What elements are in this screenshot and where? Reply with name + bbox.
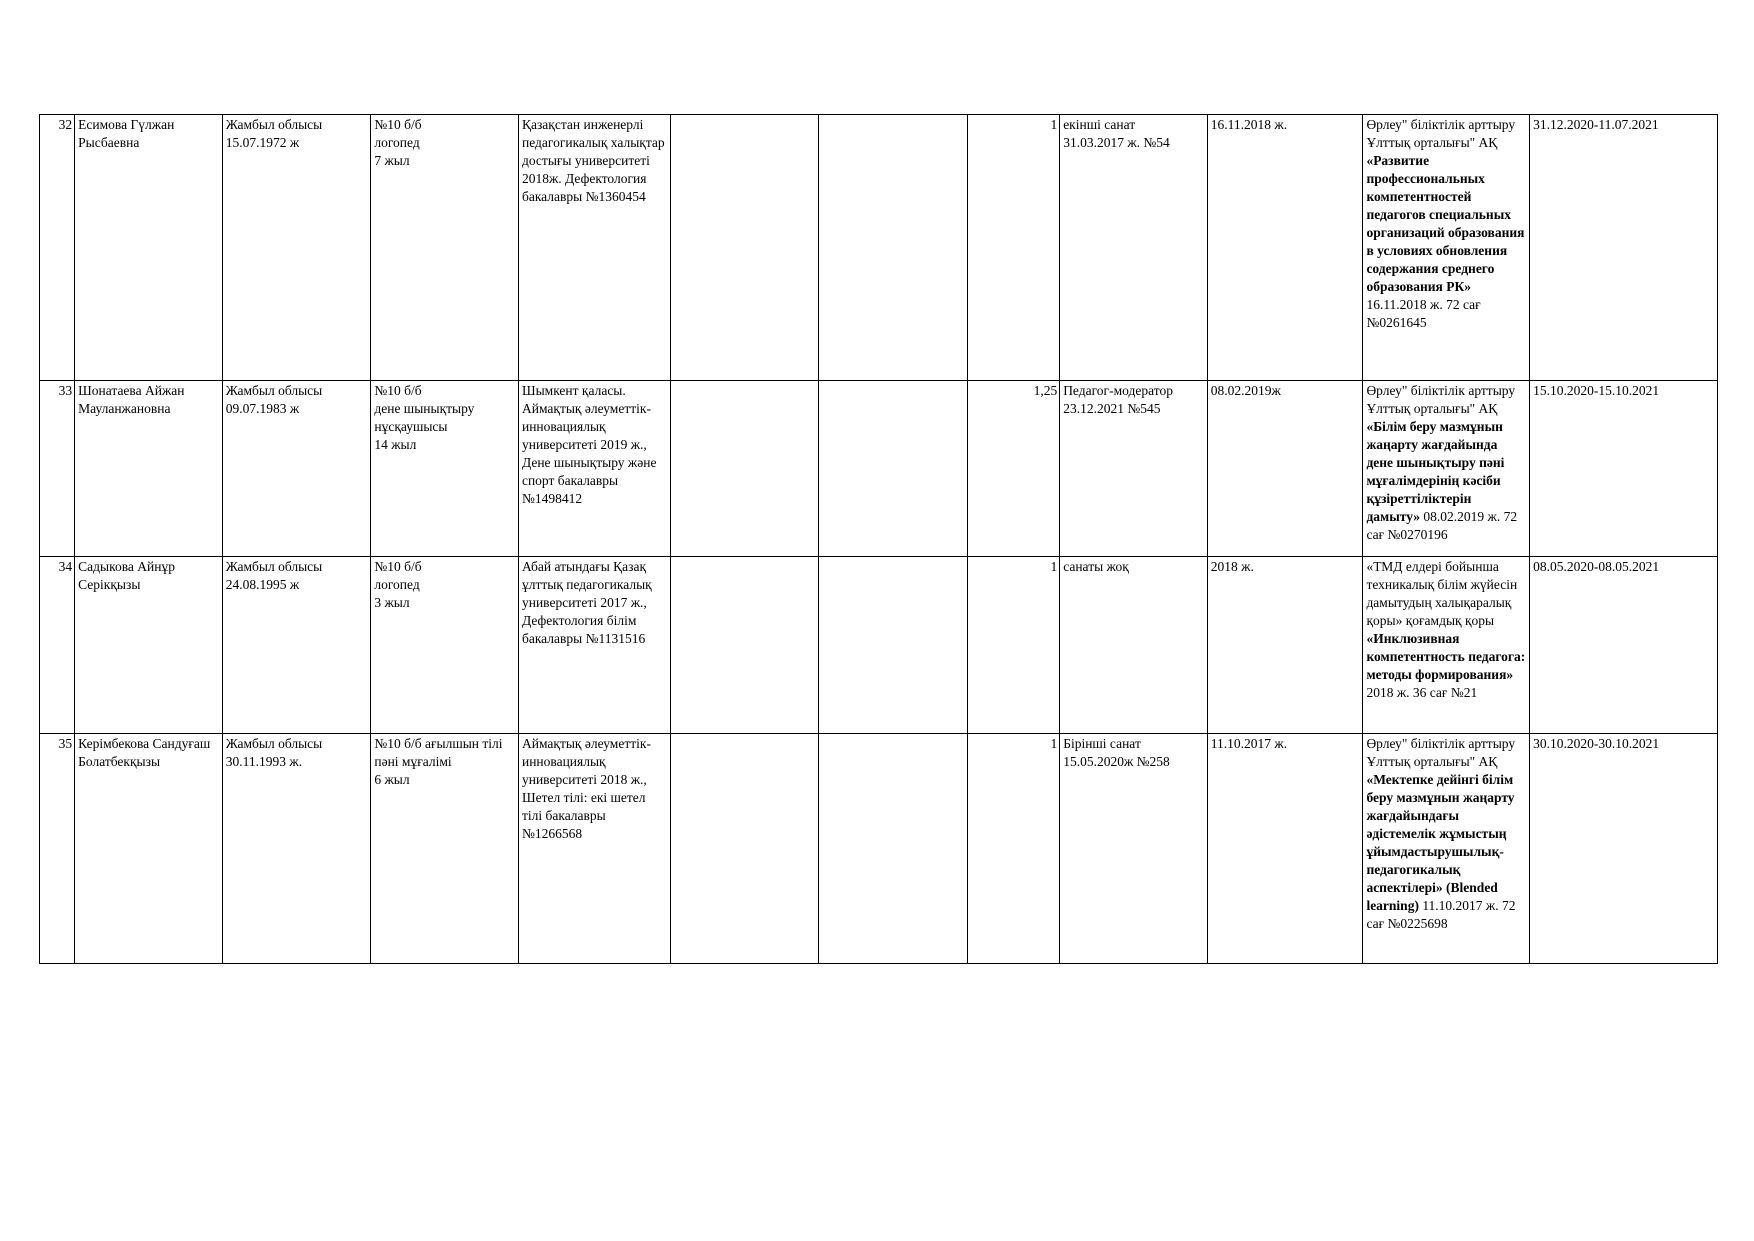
region-birth <box>222 381 371 557</box>
course-org: «ТМД елдері бойынша техникалық білім жүйесін дамытудың халықаралық қоры» қоғамдық қоры <box>1366 559 1518 628</box>
course-org: Өрлеу" біліктілік арттыру Ұлттық орталығы" АҚ <box>1366 383 1516 416</box>
region-birth <box>222 115 371 381</box>
full-name: Керімбекова Сандуғаш Болатбекқызы <box>75 734 223 964</box>
staff-table <box>39 114 1718 964</box>
full-name: Садыкова Айнұр Серікқызы <box>75 557 223 734</box>
course-cell <box>1363 115 1530 381</box>
course-details: 16.11.2018 ж. 72 сағ №0261645 <box>1366 297 1481 330</box>
school: №10 б/б <box>374 117 422 132</box>
empty-cell <box>670 115 819 381</box>
course-details: 2018 ж. 36 сағ №21 <box>1366 685 1478 700</box>
region-birth <box>222 557 371 734</box>
position: логопед <box>374 577 420 592</box>
experience: 14 жыл <box>374 437 417 452</box>
category-order: 31.03.2017 ж. №54 <box>1063 135 1170 150</box>
region: Жамбыл облысы <box>225 559 323 574</box>
category: Педагог-модератор <box>1063 383 1173 398</box>
course-date: 11.10.2017 ж. <box>1207 734 1363 964</box>
category-cell <box>1060 734 1208 964</box>
row-number: 33 <box>40 381 75 557</box>
education: Шымкент қаласы. Аймақтық әлеуметтік-инновациялық университеті 2019 ж., Дене шынықтыру және спорт бакалавры №1498412 <box>518 381 670 557</box>
education: Қазақстан инженерлі педагогикалық халықтар достығы университеті 2018ж. Дефектология бакалавры №1360454 <box>518 115 670 381</box>
category: Бірінші санат <box>1063 736 1141 751</box>
birth-date: 24.08.1995 ж <box>225 577 300 592</box>
category-cell <box>1060 381 1208 557</box>
experience: 3 жыл <box>374 595 410 610</box>
education: Абай атындағы Қазақ ұлттық педагогикалық университеті 2017 ж., Дефектология білім бакалавры №1131516 <box>518 557 670 734</box>
course-title: «Білім беру мазмұнын жаңарту жағдайында дене шынықтыру пәні мұғалімдерінің кәсіби құзіреттіліктерін дамыту» <box>1366 419 1505 524</box>
empty-cell <box>819 557 968 734</box>
birth-date: 09.07.1983 ж <box>225 401 300 416</box>
table-row <box>40 557 1718 734</box>
empty-cell <box>819 115 968 381</box>
rate: 1 <box>967 115 1059 381</box>
region: Жамбыл облысы <box>225 117 323 132</box>
empty-cell <box>670 557 819 734</box>
category-cell <box>1060 115 1208 381</box>
course-cell <box>1363 734 1530 964</box>
course-org: Өрлеу" біліктілік арттыру Ұлттық орталығы" АҚ <box>1366 736 1516 769</box>
category-cell <box>1060 557 1208 734</box>
school: №10 б/б <box>374 559 422 574</box>
table-row <box>40 115 1718 381</box>
period: 30.10.2020-30.10.2021 <box>1530 734 1718 964</box>
experience: 6 жыл <box>374 772 410 787</box>
course-date: 08.02.2019ж <box>1207 381 1363 557</box>
birth-date: 15.07.1972 ж <box>225 135 300 150</box>
rate: 1 <box>967 734 1059 964</box>
school: №10 б/б ағылшын тілі пәні мұғалімі <box>374 736 503 769</box>
birth-date: 30.11.1993 ж. <box>225 754 303 769</box>
position: логопед <box>374 135 420 150</box>
course-details: 11.10.2017 ж. 72 сағ №0225698 <box>1366 898 1516 931</box>
period: 08.05.2020-08.05.2021 <box>1530 557 1718 734</box>
full-name: Шонатаева Айжан Мауланжановна <box>75 381 223 557</box>
position-cell <box>371 381 519 557</box>
course-date: 2018 ж. <box>1207 557 1363 734</box>
position-cell <box>371 115 519 381</box>
rate: 1 <box>967 557 1059 734</box>
position: дене шынықтыру нұсқаушысы <box>374 401 475 434</box>
category-order: 23.12.2021 №545 <box>1063 401 1161 416</box>
rate: 1,25 <box>967 381 1059 557</box>
empty-cell <box>819 734 968 964</box>
period: 15.10.2020-15.10.2021 <box>1530 381 1718 557</box>
table-row <box>40 381 1718 557</box>
category: екінші санат <box>1063 117 1136 132</box>
full-name: Есимова Гүлжан Рысбаевна <box>75 115 223 381</box>
course-title: «Инклюзивная компетентность педагога: методы формирования» <box>1366 631 1526 682</box>
row-number: 32 <box>40 115 75 381</box>
row-number: 34 <box>40 557 75 734</box>
region: Жамбыл облысы <box>225 736 323 751</box>
region-birth <box>222 734 371 964</box>
category-order: 15.05.2020ж №258 <box>1063 754 1170 769</box>
course-title: «Развитие профессиональных компетентностей педагогов специальных организаций образования в условиях обновления содержания среднего образования РК» <box>1366 153 1525 294</box>
course-org: Өрлеу" біліктілік арттыру Ұлттық орталығы" АҚ <box>1366 117 1516 150</box>
period: 31.12.2020-11.07.2021 <box>1530 115 1718 381</box>
education: Аймақтық әлеуметтік-инновациялық университеті 2018 ж., Шетел тілі: екі шетел тілі бакалавры №1266568 <box>518 734 670 964</box>
empty-cell <box>670 734 819 964</box>
course-date: 16.11.2018 ж. <box>1207 115 1363 381</box>
row-number: 35 <box>40 734 75 964</box>
region: Жамбыл облысы <box>225 383 323 398</box>
empty-cell <box>819 381 968 557</box>
course-cell <box>1363 381 1530 557</box>
position-cell <box>371 557 519 734</box>
course-cell <box>1363 557 1530 734</box>
table-row <box>40 734 1718 964</box>
position-cell <box>371 734 519 964</box>
category: санаты жоқ <box>1063 559 1129 574</box>
school: №10 б/б <box>374 383 422 398</box>
experience: 7 жыл <box>374 153 410 168</box>
empty-cell <box>670 381 819 557</box>
course-details: 08.02.2019 ж. 72 сағ №0270196 <box>1366 509 1518 542</box>
course-title: «Мектепке дейінгі білім беру мазмұнын жаңарту жағдайындағы әдістемелік жұмыстың ұйымдастырушылық-педагогикалық аспектілері» (Blended learning) <box>1366 772 1515 913</box>
